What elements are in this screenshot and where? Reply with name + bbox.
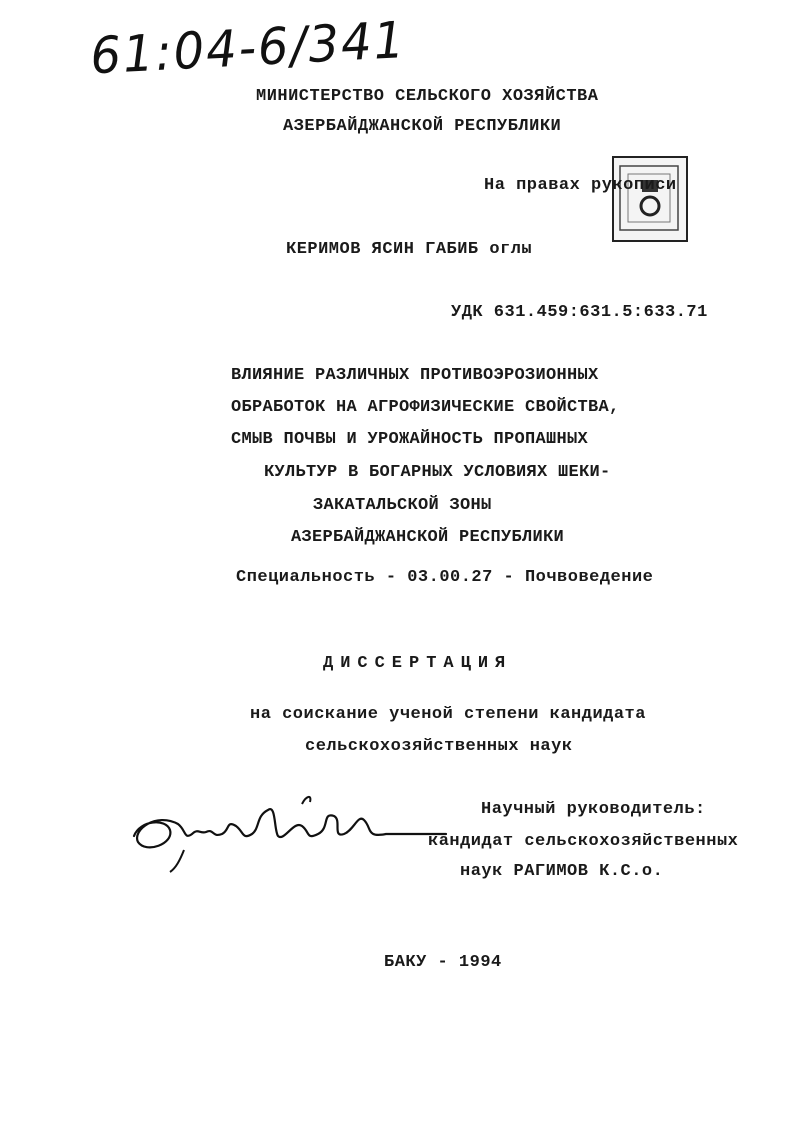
title-line: СМЫВ ПОЧВЫ И УРОЖАЙНОСТЬ ПРОПАШНЫХ [231,430,589,449]
manuscript-rights: На правах рукописи [484,176,677,195]
supervisor-label: Научный руководитель: [481,800,706,819]
title-line: ЗАКАТАЛЬСКОЙ ЗОНЫ [313,496,492,515]
udk-code: УДК 631.459:631.5:633.71 [451,303,708,322]
signature-stroke [126,790,456,875]
degree-line-2: сельскохозяйственных наук [305,737,573,756]
ministry-line-2: АЗЕРБАЙДЖАНСКОЙ РЕСПУБЛИКИ [283,117,562,136]
supervisor-line-1: кандидат сельскохозяйственных [428,832,739,851]
library-stamp-icon [612,156,688,242]
author-name: КЕРИМОВ ЯСИН ГАБИБ оглы [286,240,533,259]
supervisor-line-2: наук РАГИМОВ К.С.о. [460,862,664,881]
degree-line-1: на соискание ученой степени кандидата [250,705,646,724]
title-line: КУЛЬТУР В БОГАРНЫХ УСЛОВИЯХ ШЕКИ- [264,463,611,482]
city-year: БАКУ - 1994 [384,953,502,972]
document-type: ДИССЕРТАЦИЯ [323,654,513,673]
title-line: ВЛИЯНИЕ РАЗЛИЧНЫХ ПРОТИВОЭРОЗИОННЫХ [231,366,599,385]
archive-number: 61:04-6/341 [88,10,408,87]
stamp-graphic [614,158,686,240]
ministry-line-1: МИНИСТЕРСТВО СЕЛЬСКОГО ХОЗЯЙСТВА [256,87,599,106]
title-line: ОБРАБОТОК НА АГРОФИЗИЧЕСКИЕ СВОЙСТВА, [231,398,620,417]
specialty: Специальность - 03.00.27 - Почвоведение [236,568,654,587]
signature-icon [126,790,456,875]
title-line: АЗЕРБАЙДЖАНСКОЙ РЕСПУБЛИКИ [291,528,565,547]
